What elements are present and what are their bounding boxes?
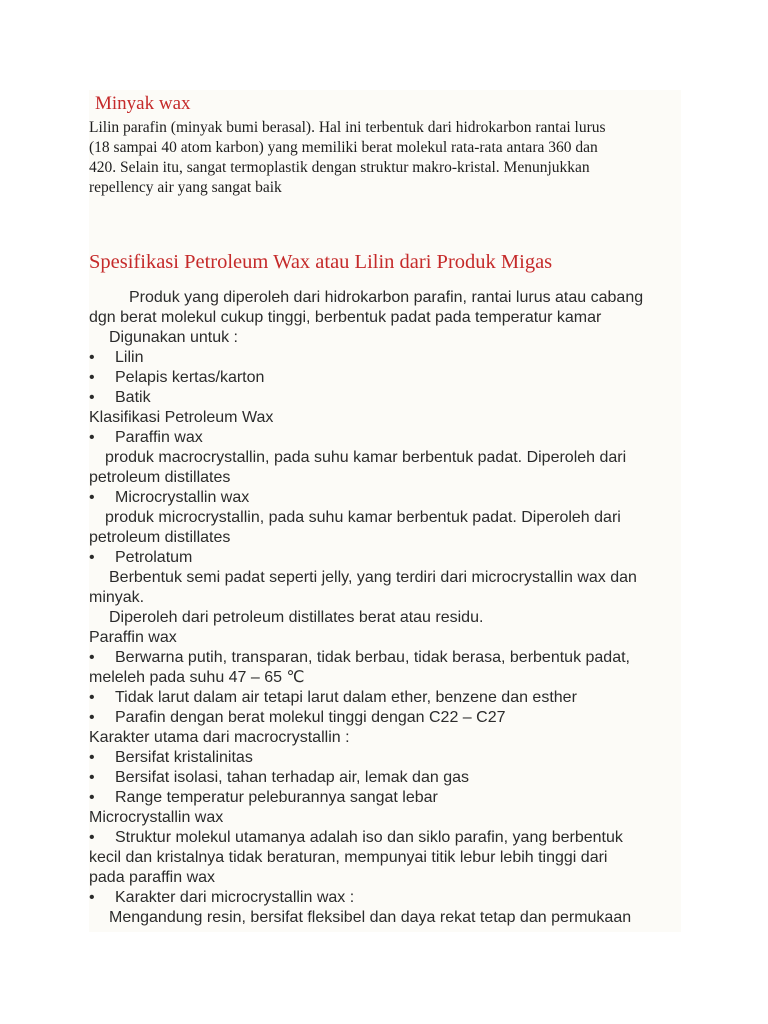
text-line [89,448,689,468]
bullet-item [89,488,689,508]
bullet-marker: • [89,889,95,906]
text-line [89,328,689,348]
bullet-marker: • [89,349,95,366]
bullet-marker: • [89,369,95,386]
line-text: Batik [115,389,151,406]
bullet-item [89,888,689,908]
text-line [89,528,689,548]
line-text: Struktur molekul utamanya adalah iso dan siklo parafin, yang berbentuk [115,829,623,846]
bullet-marker: • [89,709,95,726]
text-line [89,608,689,628]
bullet-item [89,708,689,728]
line-text: meleleh pada suhu 47 – 65 ℃ [89,669,305,686]
bullet-marker: • [89,429,95,446]
line-text: pada paraffin wax [89,869,216,886]
line-text: Klasifikasi Petroleum Wax [89,409,274,426]
bullet-item [89,548,689,568]
bullet-marker: • [89,769,95,786]
line-text: produk macrocrystallin, pada suhu kamar berbentuk padat. Diperoleh dari [105,449,627,466]
bullet-item [89,648,689,668]
bullet-item [89,788,689,808]
line-text: Diperoleh dari petroleum distillates berat atau residu. [109,609,484,626]
line-text: Karakter dari microcrystallin wax : [115,889,355,906]
text-line [89,568,689,588]
line-text: Berbentuk semi padat seperti jelly, yang terdiri dari microcrystallin wax dan [109,569,637,586]
text-line [89,468,689,488]
line-text: Paraffin wax [115,429,203,446]
text-line [89,908,689,928]
bullet-item [89,828,689,848]
text-line [89,668,689,688]
line-text: petroleum distillates [89,469,231,486]
line-text: Berwarna putih, transparan, tidak berbau, tidak berasa, berbentuk padat, [115,649,630,666]
line-text: Bersifat kristalinitas [115,749,253,766]
line-text: Pelapis kertas/karton [115,369,265,386]
line-text: produk microcrystallin, pada suhu kamar berbentuk padat. Diperoleh dari [105,509,621,526]
text-line [89,728,689,748]
text-line [89,308,689,328]
line-text: Parafin dengan berat molekul tinggi dengan C22 – C27 [115,709,506,726]
line-text: Produk yang diperoleh dari hidrokarbon parafin, rantai lurus atau cabang [129,289,644,306]
intro-paragraph [89,118,689,198]
heading-spesifikasi: Spesifikasi Petroleum Wax atau Lilin dari Produk Migas [89,251,553,273]
line-text: petroleum distillates [89,529,231,546]
bullet-item [89,388,689,408]
line-text: Karakter utama dari macrocrystallin : [89,729,350,746]
bullet-item [89,768,689,788]
bullet-item [89,348,689,368]
text-line [89,288,689,308]
line-text: Bersifat isolasi, tahan terhadap air, lemak dan gas [115,769,469,786]
line-text: Microcrystallin wax [115,489,250,506]
line-text: Paraffin wax [89,629,177,646]
bullet-marker: • [89,829,95,846]
line-text: Range temperatur peleburannya sangat lebar [115,789,438,806]
intro-line: 420. Selain itu, sangat termoplastik dengan struktur makro-kristal. Menunjukkan [89,159,590,176]
text-line [89,508,689,528]
line-text: kecil dan kristalnya tidak beraturan, mempunyai titik lebur lebih tinggi dari [89,849,608,866]
text-line [89,808,689,828]
bullet-marker: • [89,749,95,766]
bullet-item [89,688,689,708]
bullet-marker: • [89,649,95,666]
text-line [89,408,689,428]
bullet-marker: • [89,689,95,706]
bullet-marker: • [89,549,95,566]
intro-line: Lilin parafin (minyak bumi berasal). Hal ini terbentuk dari hidrokarbon rantai lurus [89,119,606,136]
line-text: Lilin [115,349,144,366]
line-text: dgn berat molekul cukup tinggi, berbentuk padat pada temperatur kamar [89,309,602,326]
bullet-marker: • [89,489,95,506]
line-text: Mengandung resin, bersifat fleksibel dan daya rekat tetap dan permukaan [109,909,632,926]
section-minyak-wax [89,92,689,198]
text-line [89,848,689,868]
bullet-marker: • [89,389,95,406]
intro-line: (18 sampai 40 atom karbon) yang memiliki berat molekul rata-rata antara 360 dan [89,139,598,156]
text-line [89,868,689,888]
bullet-item [89,428,689,448]
bullet-marker: • [89,789,95,806]
heading-minyak-wax: Minyak wax [95,93,191,114]
body-text [89,288,689,928]
bullet-item [89,748,689,768]
bullet-item [89,368,689,388]
line-text: Petrolatum [115,549,193,566]
intro-line: repellency air yang sangat baik [89,179,282,196]
line-text: Tidak larut dalam air tetapi larut dalam ether, benzene dan esther [115,689,577,706]
text-line [89,588,689,608]
line-text: Digunakan untuk : [109,329,238,346]
text-line [89,628,689,648]
line-text: minyak. [89,589,145,606]
line-text: Microcrystallin wax [89,809,224,826]
